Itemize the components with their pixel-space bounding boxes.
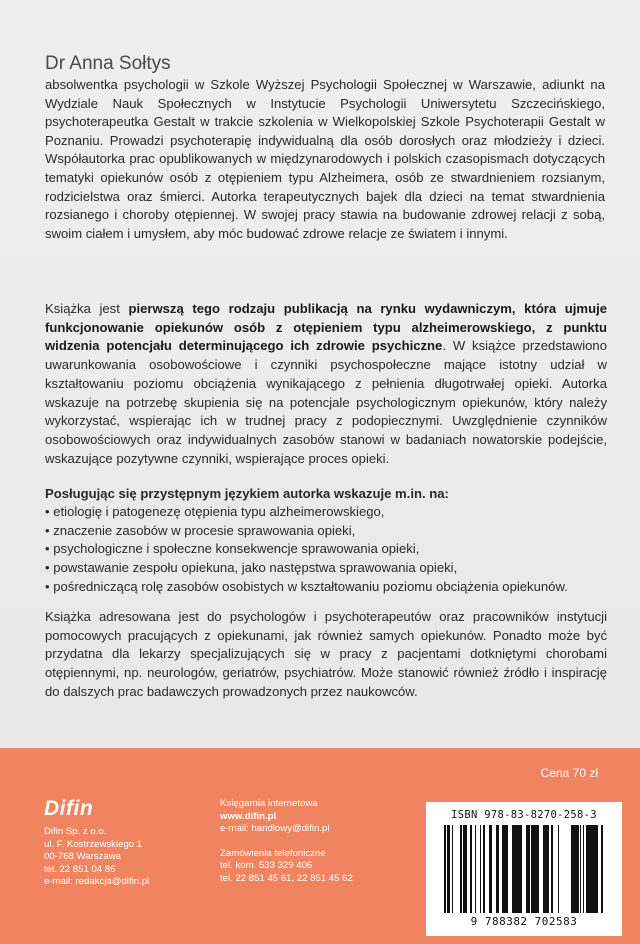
description-lead: Książka jest [45, 301, 129, 316]
publisher-name: Difin Sp. z o.o. [44, 826, 107, 837]
barcode-bar [590, 825, 591, 913]
barcode-bar [512, 825, 513, 913]
barcode-bar [504, 825, 506, 913]
publisher-street: ul. F. Kostrzewskiego 1 [44, 838, 143, 850]
barcode-bar [452, 825, 453, 913]
barcode-bar [551, 825, 553, 913]
barcode-bar [496, 825, 499, 913]
topics-list [45, 503, 605, 597]
audience-paragraph: Książka adresowana jest do psychologów i psychoterapeutów oraz pracowników instytucji pomocowych pracujących z opiekunami, jak również samych opiekunów. Ponadto może być przydatna dla lekarzy specjalizujących się w pracy z pacjentami dotkniętymi chorobami otępiennymi, np. neurologów, geriatrów, psychiatrów. Może stanowić również źródło i inspirację do dalszych prac badawczych prowadzonych przez naukowców. [45, 609, 607, 699]
shop-contact [220, 798, 353, 886]
shop-email: e-mail: handlowy@difin.pl [220, 823, 330, 835]
isbn-barcode [426, 802, 622, 936]
barcode-bar [543, 825, 546, 913]
barcode-bar [480, 825, 481, 913]
barcode-bar [489, 825, 492, 913]
barcode-bars [444, 825, 604, 913]
barcode-bar [531, 825, 533, 913]
barcode-bar [601, 825, 603, 913]
barcode-bar [529, 825, 530, 913]
barcode-bar [483, 825, 484, 913]
barcode-bar [466, 825, 467, 913]
barcode-bar [574, 825, 576, 913]
list-item: • psychologiczne i społeczne konsekwencje sprawowania opieki, [45, 540, 605, 559]
barcode-bar [580, 825, 581, 913]
barcode-bar [586, 825, 588, 913]
barcode-bar [593, 825, 596, 913]
publisher-address [44, 826, 149, 889]
barcode-bar [460, 825, 462, 913]
barcode-bar [571, 825, 572, 913]
barcode-bar [516, 825, 519, 913]
author-name: Dr Anna Sołtys [45, 52, 171, 74]
isbn-text: ISBN 978-83-8270-258-3 [451, 809, 597, 821]
publisher-email: e-mail: redakcja@difin.pl [44, 876, 150, 888]
barcode-bar [576, 825, 579, 913]
list-item: • znaczenie zasobów w procesie sprawowania opieki, [45, 522, 605, 541]
barcode-bar [536, 825, 538, 913]
list-item: • powstawanie zespołu opiekuna, jako następstwa sprawowania opieki, [45, 559, 605, 578]
barcode-bar [558, 825, 559, 913]
barcode-bar [475, 825, 476, 913]
list-item: • etiologię i patogenezę otępienia typu alzheimerowskiego, [45, 503, 605, 522]
orders-phones: tel. 22 851 45 61, 22 851 45 62 [220, 872, 353, 884]
barcode-bar [447, 825, 449, 913]
barcode-bar [546, 825, 548, 913]
barcode-bar [444, 825, 446, 913]
barcode-bar [591, 825, 593, 913]
barcode-bar [583, 825, 584, 913]
barcode-bar [513, 825, 516, 913]
barcode-bar [519, 825, 522, 913]
description-rest: . W książce przedstawiono uwarunkowania osobowościowe i czynniki psychospołeczne mające istotny udział w kształtowaniu poziomu obciążenia wynikającego z pełnienia długotrwałej opieki. Autorka wskazuje na potrzebę skupienia się na potencjale psychologicznym opiekunów, który należy wykorzystać, wspierając ich w trudnej pracy z podopiecznymi. Uwzględnienie czynników osobowościowych oraz indywidualnych zasobów stanowi w badaniach nowatorskie podejście, wskazujące pozytywne czynniki, wspierające proces opieki. [45, 338, 607, 466]
author-bio: absolwentka psychologii w Szkole Wyższej Psychologii Społecznej w Warszawie, adiunkt na Wydziale Nauk Społecznych w Instytucie Psychologii Uniwersytetu Szczecińskiego, psychoterapeutka Gestalt w trakcie szkolenia w Wielkopolskiej Szkole Psychoterapii Gestalt w Poznaniu. Prowadzi psychoterapię indywidualną dla osób dorosłych oraz młodzieży i dzieci. Współautorka prac opublikowanych w międzynarodowych i polskich czasopismach dotyczących tematyki opiekunów osób z otępieniem typu Alzheimera, osób ze stwardnieniem rozsianym, rodzicielstwa oraz śmierci. Autorka terapeutycznych bajek dla dzieci na temat stwardnienia rozsianego i choroby otępiennej. W swojej pracy stawia na budowanie zdrowej relacji z sobą, swoim ciałem i umysłem, aby móc budować zdrowe relacje ze światem i innymi. [45, 77, 605, 241]
barcode-bar [449, 825, 450, 913]
shop-title: Księgarnia internetowa [220, 798, 318, 809]
orders-mobile: tel. kom. 533 329 406 [220, 860, 313, 872]
orders-title: Zamówienia telefoniczne [220, 847, 326, 859]
publisher-city: 00-768 Warszawa [44, 851, 121, 863]
barcode-bar [484, 825, 485, 913]
description-bold: pierwszą tego rodzaju publikacją na rynku wydawniczym, która ujmuje funkcjonowanie opiekunów osób z otępieniem typu alzheimerowskiego, z punktu widzenia potencjału determinującego ich zdrowie psychiczne [45, 301, 607, 354]
barcode-bar [506, 825, 508, 913]
shop-url: www.difin.pl [220, 810, 277, 822]
barcode-bar [596, 825, 598, 913]
publisher-phone: tel. 22 851 04 86 [44, 863, 116, 875]
list-item: • pośredniczącą rolę zasobów osobistych w kształtowaniu poziomu obciążenia opiekunów. [45, 578, 605, 597]
price-label: Cena 70 zł [540, 766, 598, 780]
barcode-bar [572, 825, 574, 913]
barcode-bar [502, 825, 504, 913]
barcode-bar [538, 825, 539, 913]
barcode-bar [463, 825, 466, 913]
barcode-bar [526, 825, 529, 913]
barcode-bar [533, 825, 534, 913]
topics-heading: Posługując się przystępnym językiem autorka wskazuje m.in. na: [45, 486, 449, 501]
barcode-digits: 9 788382 702583 [470, 915, 578, 928]
barcode-bar [548, 825, 549, 913]
barcode-bar [588, 825, 590, 913]
barcode-bar [534, 825, 536, 913]
barcode-bar [470, 825, 472, 913]
book-description [45, 300, 607, 468]
publisher-logo: Difin [44, 797, 94, 820]
